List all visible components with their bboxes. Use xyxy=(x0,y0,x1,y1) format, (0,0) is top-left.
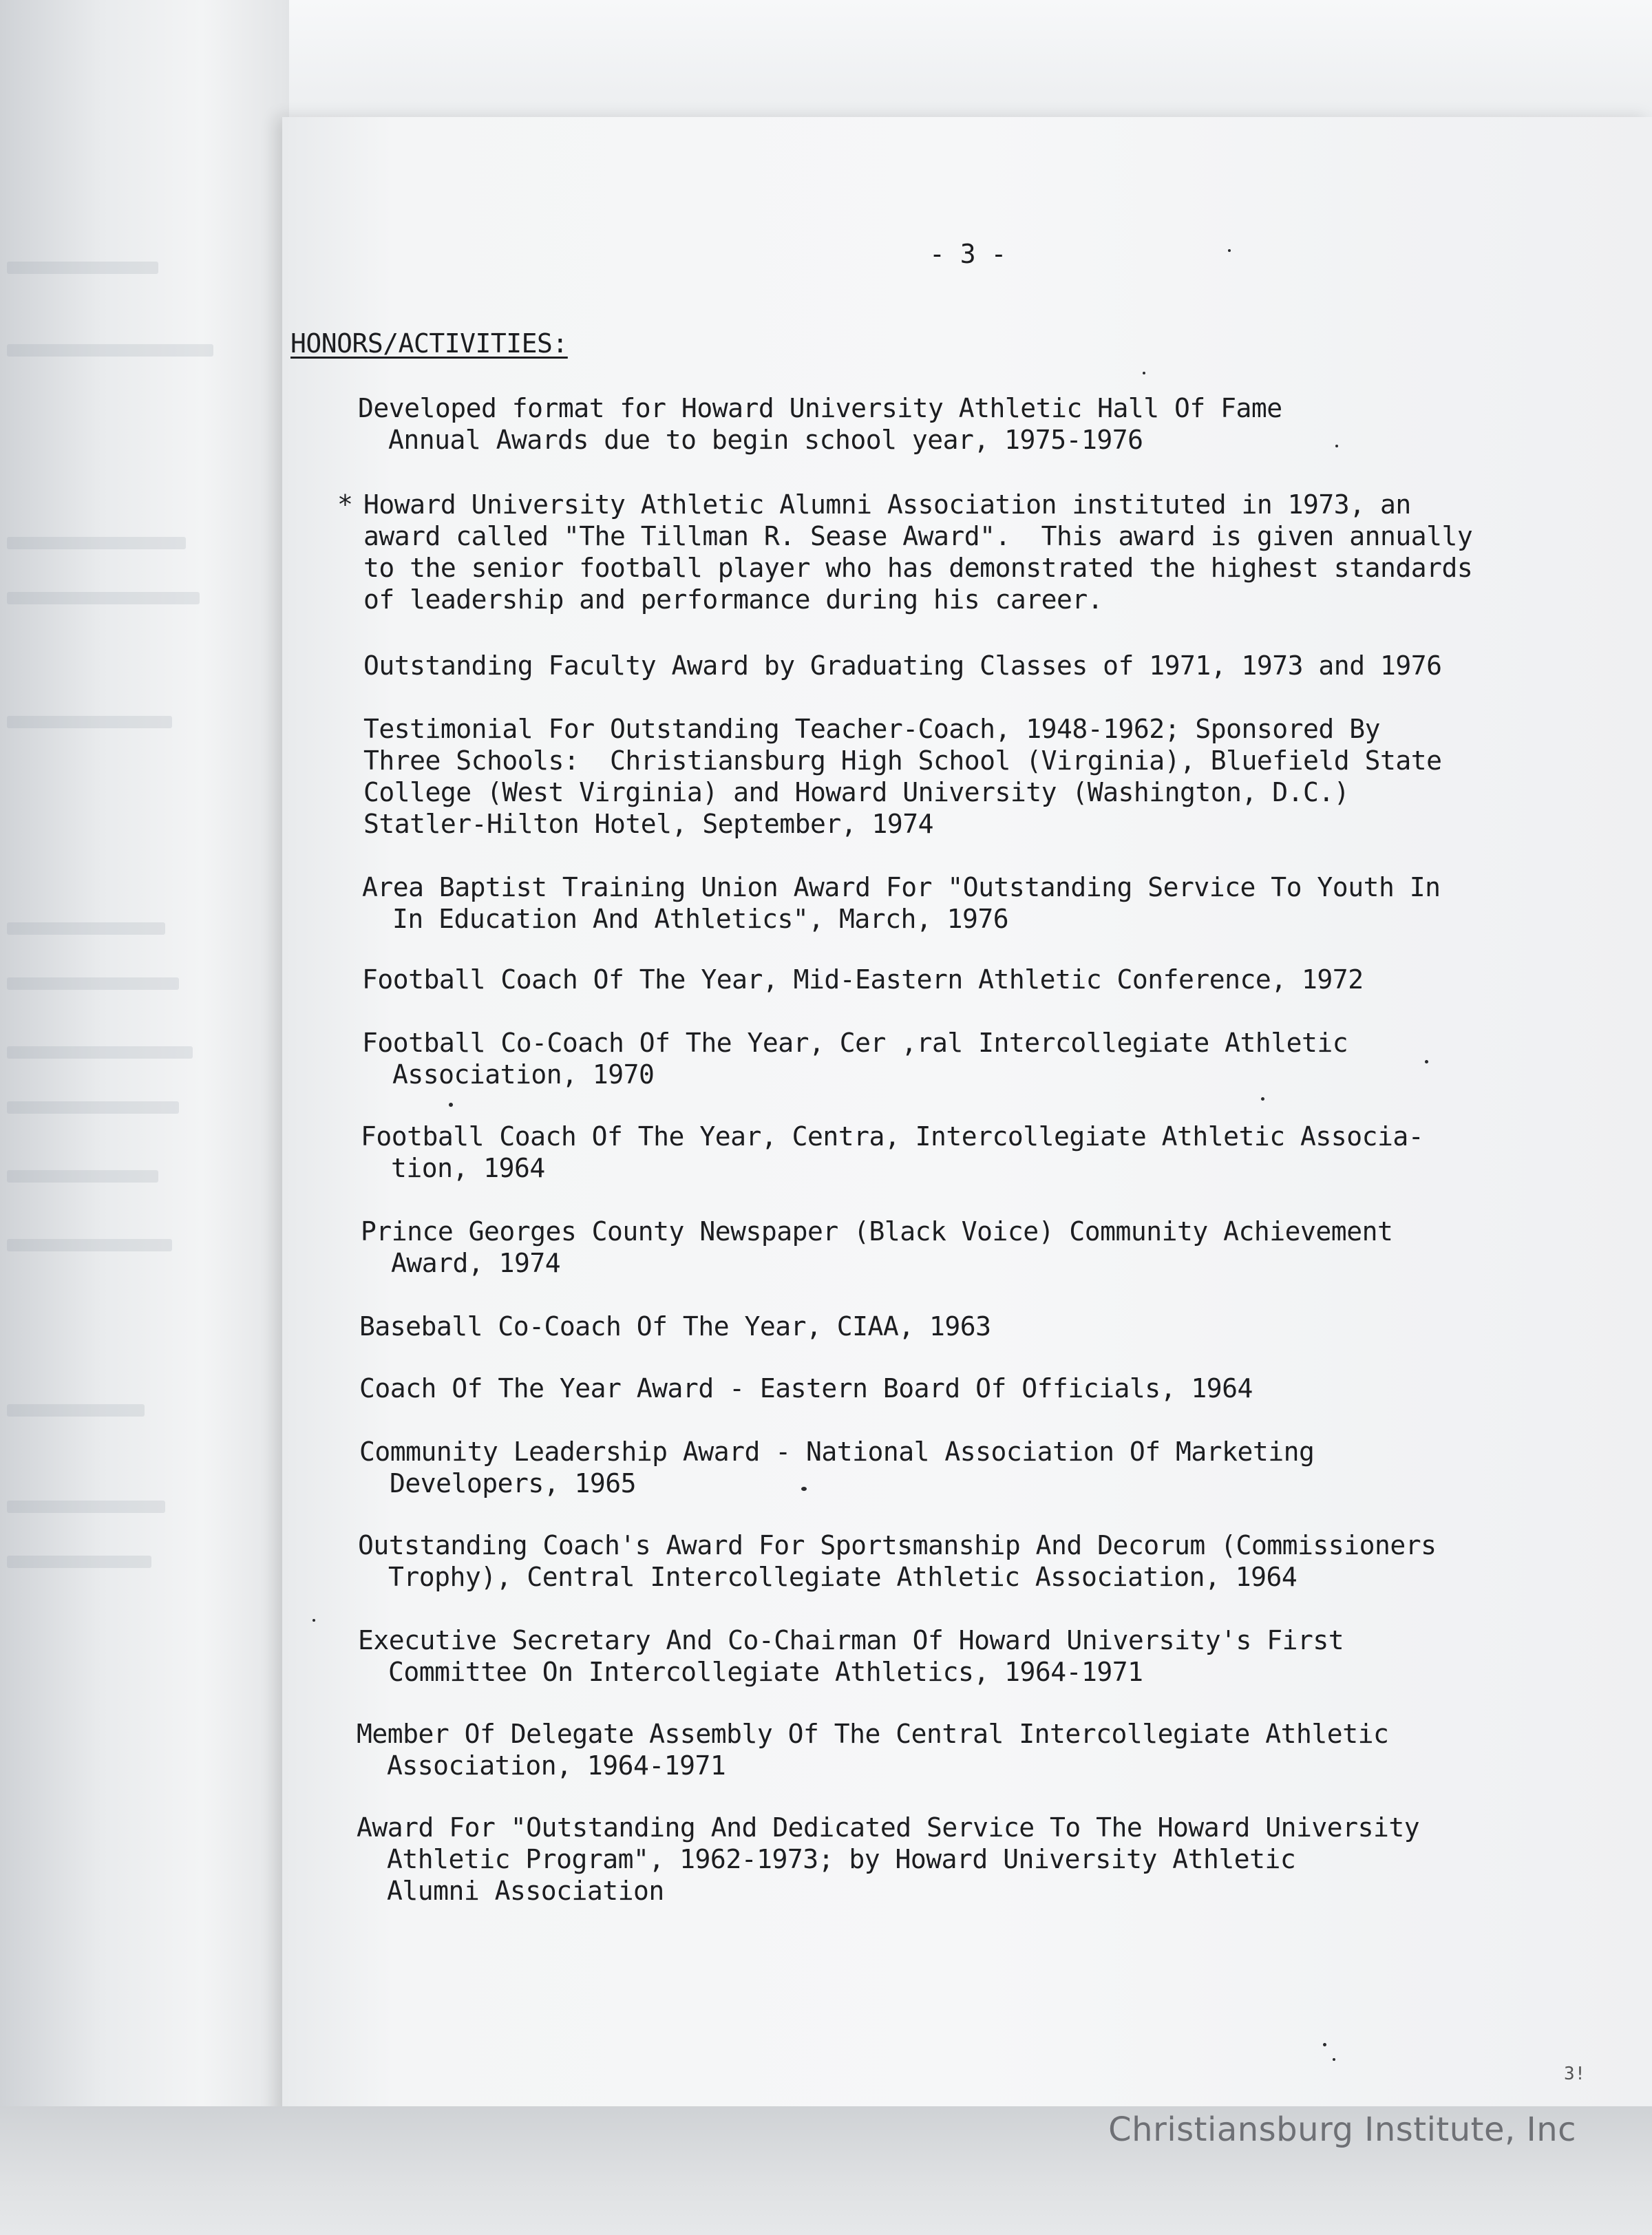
honor-entry xyxy=(363,713,1575,840)
ink-speck xyxy=(801,1487,807,1491)
entry-line: award called "The Tillman R. Sease Award". This award is given annually xyxy=(363,521,1473,551)
entry-line: Football Coach Of The Year, Centra, Intercollegiate Athletic Associa- xyxy=(361,1121,1424,1152)
honor-entry xyxy=(362,1027,1574,1090)
entry-line: Football Co-Coach Of The Year, Cer ,ral Intercollegiate Athletic xyxy=(362,1028,1348,1058)
bleed-through-text xyxy=(7,1170,158,1183)
ink-speck xyxy=(313,1619,315,1622)
entry-line: In Education And Athletics", March, 1976 xyxy=(392,904,1009,934)
asterisk-marker: * xyxy=(337,489,353,520)
honor-entry xyxy=(337,489,1575,615)
bleed-through-text xyxy=(7,977,179,990)
honor-entry xyxy=(358,1624,1569,1688)
entry-line: Association, 1964-1971 xyxy=(387,1750,726,1781)
ink-speck xyxy=(1228,249,1231,252)
honor-entry xyxy=(361,1121,1572,1184)
entry-line: Alumni Association xyxy=(387,1876,664,1906)
entry-line: Community Leadership Award - National Association Of Marketing xyxy=(359,1437,1315,1467)
bleed-through-text xyxy=(7,262,158,274)
entry-line: to the senior football player who has demonstrated the highest standards xyxy=(363,553,1473,583)
honor-entry xyxy=(357,1812,1568,1907)
ink-speck xyxy=(1425,1060,1428,1063)
entry-line: Outstanding Faculty Award by Graduating Classes of 1971, 1973 and 1976 xyxy=(363,650,1442,681)
ink-speck xyxy=(1335,445,1338,447)
ink-speck xyxy=(449,1103,453,1107)
honor-entry xyxy=(357,1718,1568,1781)
honor-entry xyxy=(362,871,1574,935)
bleed-through-text xyxy=(7,592,200,604)
entry-line: Testimonial For Outstanding Teacher-Coach, 1948-1962; Sponsored By xyxy=(363,714,1380,744)
ink-speck xyxy=(1261,1097,1264,1101)
page-number: - 3 - xyxy=(929,239,1006,269)
ink-speck xyxy=(1333,2058,1335,2061)
entry-line: Outstanding Coach's Award For Sportsmanship And Decorum (Commissioners xyxy=(358,1530,1437,1560)
entry-line: Baseball Co-Coach Of The Year, CIAA, 1963 xyxy=(359,1311,991,1342)
honor-entry xyxy=(358,1529,1569,1593)
entry-line: Athletic Program", 1962-1973; by Howard University Athletic xyxy=(387,1844,1296,1874)
entry-line: Trophy), Central Intercollegiate Athletic Association, 1964 xyxy=(388,1562,1298,1592)
entry-line: Developers, 1965 xyxy=(390,1468,637,1498)
entry-line: Annual Awards due to begin school year, 1975-1976 xyxy=(388,425,1143,455)
entry-line: Award For "Outstanding And Dedicated Service To The Howard University xyxy=(357,1812,1420,1843)
entry-line: of leadership and performance during his career. xyxy=(363,584,1103,615)
honor-entry xyxy=(363,650,1575,681)
bleed-through-text xyxy=(7,537,186,549)
entry-line: Area Baptist Training Union Award For "Outstanding Service To Youth In xyxy=(362,872,1441,902)
watermark: Christiansburg Institute, Inc xyxy=(1108,2110,1576,2149)
bleed-through-text xyxy=(7,1239,172,1251)
entry-line: Executive Secretary And Co-Chairman Of Howard University's First xyxy=(358,1625,1344,1655)
honor-entry xyxy=(362,964,1574,995)
bleed-through-text xyxy=(7,922,165,935)
entry-line: Association, 1970 xyxy=(392,1059,655,1090)
honor-entry xyxy=(359,1373,1571,1404)
entry-line: Howard University Athletic Alumni Association instituted in 1973, an xyxy=(363,489,1411,520)
corner-mark: 3! xyxy=(1564,2064,1586,2084)
bleed-through-text xyxy=(7,1501,165,1513)
entry-line: Award, 1974 xyxy=(391,1248,561,1278)
entry-line: Committee On Intercollegiate Athletics, 1964-1971 xyxy=(388,1657,1143,1687)
honor-entry xyxy=(359,1436,1571,1499)
section-heading: HONORS/ACTIVITIES: xyxy=(290,328,568,359)
honor-entry xyxy=(361,1216,1572,1279)
underlying-page xyxy=(0,0,289,2235)
bleed-through-text xyxy=(7,344,213,357)
ink-speck xyxy=(1143,372,1145,374)
entry-line: tion, 1964 xyxy=(391,1153,545,1183)
entry-line: Prince Georges County Newspaper (Black Voice) Community Achievement xyxy=(361,1216,1393,1247)
entry-line: Developed format for Howard University Athletic Hall Of Fame xyxy=(358,393,1282,423)
bleed-through-text xyxy=(7,1556,151,1568)
entry-line: Member Of Delegate Assembly Of The Central Intercollegiate Athletic xyxy=(357,1719,1389,1749)
ink-speck xyxy=(1323,2043,1326,2046)
bleed-through-text xyxy=(7,716,172,728)
honor-entry xyxy=(358,392,1569,456)
bleed-through-text xyxy=(7,1404,145,1417)
entry-line: College (West Virginia) and Howard University (Washington, D.C.) xyxy=(363,777,1350,807)
entry-line: Statler-Hilton Hotel, September, 1974 xyxy=(363,809,933,839)
entry-line: Coach Of The Year Award - Eastern Board Of Officials, 1964 xyxy=(359,1373,1253,1404)
honor-entry xyxy=(359,1311,1571,1342)
bleed-through-text xyxy=(7,1046,193,1059)
entry-line: Three Schools: Christiansburg High School (Virginia), Bluefield State xyxy=(363,745,1442,776)
entry-line: Football Coach Of The Year, Mid-Eastern Athletic Conference, 1972 xyxy=(362,964,1364,995)
bleed-through-text xyxy=(7,1101,179,1114)
